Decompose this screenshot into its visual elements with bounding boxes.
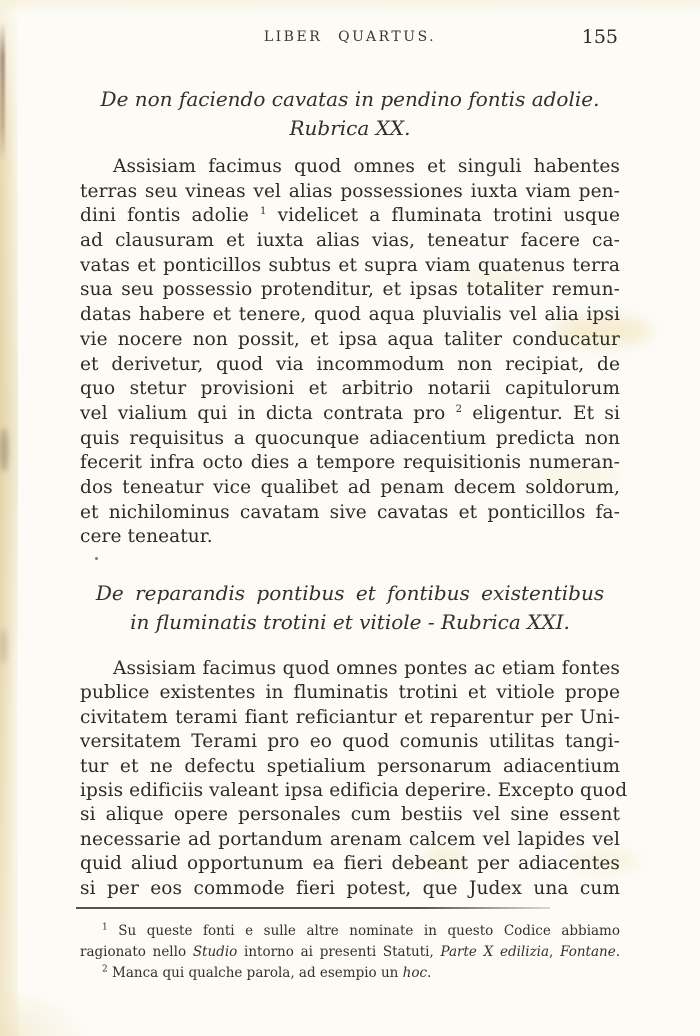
italic-text: Parte X edilizia: [440, 944, 550, 960]
footnote-reference-2: 2: [455, 403, 463, 415]
footnote-1-line-2: [80, 942, 620, 963]
text-line: sua seu possessio protenditur, et ipsas totaliter remun-: [80, 279, 620, 301]
text-line: et derivetur, quod via incommodum non recipiat, de: [80, 353, 620, 375]
text-line: publice existentes in fluminatis trotini et vitiole prope: [80, 682, 620, 704]
text-line: [80, 204, 620, 229]
footnote-2-line-1: [80, 963, 620, 984]
italic-text: Studio: [192, 944, 238, 960]
text-line: civitatem terami fiant reficiantur et reparentur per Uni-: [80, 706, 620, 728]
text-line: Assisiam facimus quod omnes et singuli habentes: [113, 156, 620, 177]
text-line: si alique opere personales cum bestiis vel sine essent: [80, 804, 620, 826]
edge-smudge: [0, 628, 7, 664]
text-line: quid aliud opportunum ea fieri debeant per adiacentes: [80, 853, 620, 875]
ink-speck: [95, 557, 98, 560]
text-line: dos teneatur vice qualibet ad penam decem soldorum,: [80, 476, 620, 498]
page-number: 155: [581, 26, 618, 48]
text-line: necessarie ad portandum arenam calcem vel lapides vel: [80, 828, 620, 850]
footnote-marker-1: 1: [102, 922, 108, 933]
text-segment: ragionato nello: [80, 944, 193, 960]
footnote-1-line-1: [80, 921, 620, 942]
heading-line: Rubrica XX.: [289, 116, 411, 140]
text-line: fecerit infra octo dies a tempore requisitionis numeran-: [80, 452, 620, 474]
heading-line: De non faciendo cavatas in pendino fontis adolie.: [100, 87, 600, 111]
text-line: quis requisitus a quocunque adiacentium predicta non: [80, 427, 620, 449]
running-title: LIBER QUARTUS.: [263, 29, 437, 45]
text-line: versitatem Terami pro eo quod comunis utilitas tangi-: [80, 731, 620, 753]
rubric-xx-heading: [80, 85, 620, 143]
text-line: si per eos commode fieri potest, que Judex una cum: [80, 877, 620, 899]
text-line: et nichilominus cavatam sive cavatas et ponticillos fa-: [80, 501, 620, 523]
heading-line: De reparandis pontibus et fontibus existentibus: [95, 581, 605, 605]
text-line: quo stetur provisioni et arbitrio notarii capitulorum: [80, 378, 620, 400]
text-line: Assisiam facimus quod omnes pontes ac etiam fontes: [113, 658, 620, 679]
corner-tint: [0, 986, 90, 1036]
paragraph-rubric-xxi: [80, 657, 628, 901]
text-segment: dini fontis adolie: [80, 205, 249, 227]
top-tint: [0, 0, 700, 14]
heading-line: in fluminatis trotini et vitiole - Rubrica XXI.: [130, 610, 570, 634]
edge-smudge: [0, 428, 8, 472]
text-segment: videlicet a fluminata trotini usque: [277, 205, 621, 227]
footnotes-block: [80, 921, 620, 984]
text-segment: eligentur. Et si: [472, 402, 620, 424]
text-line: tur et ne defectu spetialium personarum adiacentium: [80, 755, 620, 777]
text-line: vie nocere non possit, et ipsa aqua taliter conducatur: [80, 328, 620, 350]
text-segment: .: [615, 944, 620, 960]
text-segment: vel vialium qui in dicta contrata pro: [80, 402, 446, 424]
footnote-reference-1: 1: [260, 206, 267, 218]
text-segment: Manca qui qualche parola, ad esempio un: [112, 965, 403, 981]
footnote-marker-2: 2: [102, 964, 108, 975]
text-line: cere teneatur.: [80, 526, 213, 548]
gutter-shadow: [0, 22, 5, 162]
text-segment: ,: [549, 944, 561, 960]
text-line: ad clausuram et iuxta alias vias, teneatur facere ca-: [80, 230, 620, 252]
footnote-separator-rule: [76, 907, 550, 909]
text-line: vatas et ponticillos subtus et supra viam quatenus terra: [80, 254, 620, 276]
rubric-xxi-heading: [80, 579, 620, 637]
text-line: [80, 402, 620, 427]
text-segment: .: [427, 965, 432, 981]
italic-text: hoc: [402, 965, 428, 981]
text-line: datas habere et tenere, quod aqua pluvialis vel alia ipsi: [80, 304, 620, 326]
text-line: ipsis edificiis valeant ipsa edificia deperire. Excepto quod: [80, 779, 628, 801]
text-line: terras seu vineas vel alias possessiones iuxta viam pen-: [80, 180, 620, 202]
paragraph-rubric-xx: [80, 155, 620, 550]
italic-text: Fontane: [560, 944, 616, 960]
running-header: [80, 26, 620, 50]
text-segment: Su queste fonti e sulle altre nominate in questo Codice abbiamo: [118, 923, 620, 939]
text-segment: intorno ai presenti Statuti,: [237, 944, 441, 960]
